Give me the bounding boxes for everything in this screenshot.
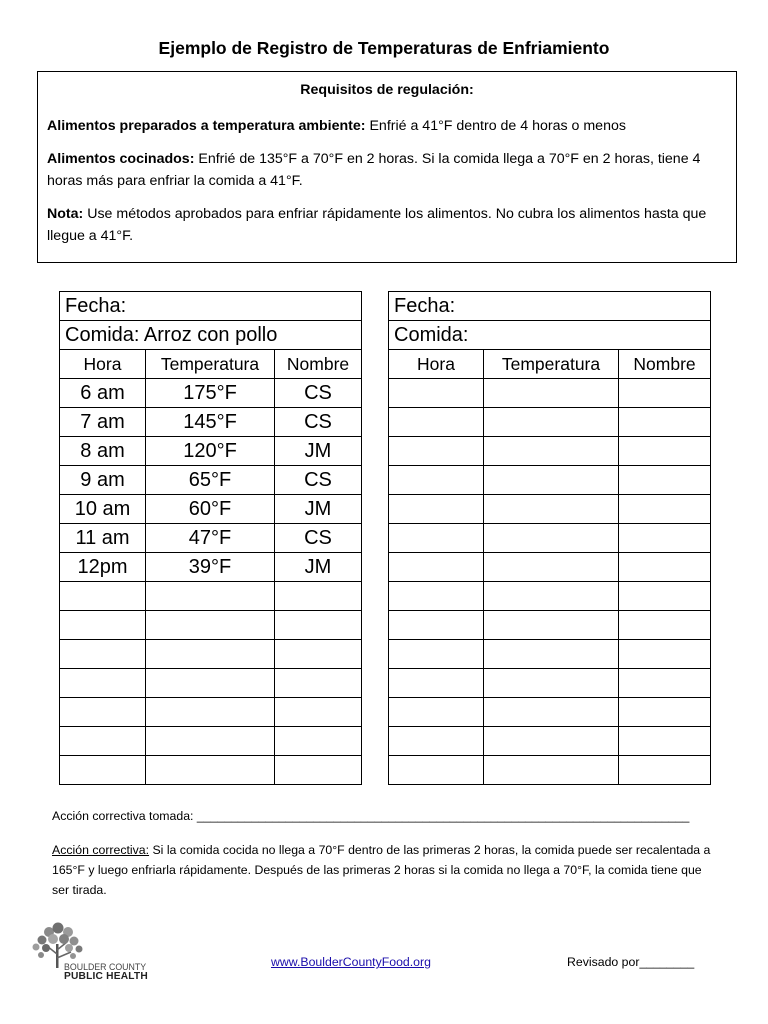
temperatura-cell bbox=[484, 437, 619, 466]
table-row bbox=[60, 582, 362, 611]
nombre-cell bbox=[275, 582, 362, 611]
temperatura-cell bbox=[484, 756, 619, 785]
column-header-temperatura: Temperatura bbox=[484, 350, 619, 379]
corrective-action-text: Si la comida cocida no llega a 70°F dentro de las primeras 2 horas, la comida puede ser recalentada a 165°F y luego enfriarla rápidamente. Después de las primeras 2 horas si la comida no llega a 70°F, la comida tiene que ser tirada. bbox=[52, 843, 711, 897]
nombre-cell bbox=[275, 727, 362, 756]
nombre-cell bbox=[619, 582, 711, 611]
nombre-cell bbox=[619, 727, 711, 756]
hora-cell: 10 am bbox=[60, 495, 146, 524]
hora-cell: 8 am bbox=[60, 437, 146, 466]
nombre-cell bbox=[275, 698, 362, 727]
table-row bbox=[60, 698, 362, 727]
nombre-cell bbox=[619, 756, 711, 785]
hora-cell bbox=[389, 524, 484, 553]
temperatura-cell: 65°F bbox=[146, 466, 275, 495]
hora-cell bbox=[60, 727, 146, 756]
nombre-cell: JM bbox=[275, 553, 362, 582]
nombre-cell: JM bbox=[275, 437, 362, 466]
temperatura-cell bbox=[484, 379, 619, 408]
table-row bbox=[60, 379, 362, 408]
column-header-temperatura: Temperatura bbox=[146, 350, 275, 379]
nombre-cell bbox=[619, 640, 711, 669]
hora-cell bbox=[389, 495, 484, 524]
nombre-cell bbox=[619, 379, 711, 408]
table-row bbox=[389, 727, 711, 756]
temperatura-cell bbox=[146, 756, 275, 785]
table-row bbox=[389, 379, 711, 408]
hora-cell bbox=[389, 379, 484, 408]
nombre-cell bbox=[619, 524, 711, 553]
temperatura-cell bbox=[146, 698, 275, 727]
hora-cell: 11 am bbox=[60, 524, 146, 553]
temperatura-cell: 145°F bbox=[146, 408, 275, 437]
hora-cell bbox=[389, 408, 484, 437]
hora-cell bbox=[389, 756, 484, 785]
nombre-cell bbox=[275, 669, 362, 698]
temperatura-cell bbox=[484, 553, 619, 582]
requirement-cooked-label: Alimentos cocinados: bbox=[47, 151, 195, 167]
nombre-cell bbox=[619, 466, 711, 495]
nombre-cell bbox=[619, 437, 711, 466]
temperatura-cell bbox=[484, 582, 619, 611]
temperatura-cell bbox=[484, 495, 619, 524]
corrective-action-note bbox=[52, 840, 722, 900]
requirement-note-text: Use métodos aprobados para enfriar rápidamente los alimentos. No cubra los alimentos hasta que llegue a 41°F. bbox=[47, 206, 707, 244]
hora-cell bbox=[389, 582, 484, 611]
hora-cell bbox=[389, 466, 484, 495]
nombre-cell: CS bbox=[275, 379, 362, 408]
requirement-room-temp-text: Enfrié a 41°F dentro de 4 horas o menos bbox=[365, 118, 626, 134]
temperatura-cell bbox=[484, 698, 619, 727]
table-row bbox=[389, 466, 711, 495]
hora-cell: 9 am bbox=[60, 466, 146, 495]
temperature-log-right bbox=[388, 291, 711, 785]
logo-line1: BOULDER COUNTY bbox=[64, 962, 147, 972]
website-link[interactable]: www.BoulderCountyFood.org bbox=[271, 955, 431, 969]
log-right-body bbox=[389, 292, 711, 785]
fecha-row bbox=[389, 292, 711, 321]
table-row bbox=[60, 408, 362, 437]
nombre-cell bbox=[275, 640, 362, 669]
nombre-cell bbox=[275, 611, 362, 640]
hora-cell bbox=[389, 437, 484, 466]
nombre-cell: JM bbox=[275, 495, 362, 524]
boulder-county-logo bbox=[27, 922, 162, 992]
temperatura-cell bbox=[146, 582, 275, 611]
table-row bbox=[389, 669, 711, 698]
nombre-cell: CS bbox=[275, 524, 362, 553]
nombre-cell bbox=[275, 756, 362, 785]
temperatura-cell bbox=[146, 611, 275, 640]
requirement-note bbox=[47, 203, 727, 247]
table-row bbox=[60, 669, 362, 698]
table-row bbox=[389, 640, 711, 669]
column-header-nombre: Nombre bbox=[275, 350, 362, 379]
log-left-body bbox=[60, 292, 362, 785]
nombre-cell bbox=[619, 698, 711, 727]
temperatura-cell bbox=[146, 640, 275, 669]
hora-cell bbox=[389, 669, 484, 698]
table-row bbox=[389, 611, 711, 640]
temperatura-cell bbox=[146, 727, 275, 756]
nombre-cell bbox=[619, 408, 711, 437]
temperatura-cell bbox=[484, 408, 619, 437]
revised-by: Revisado por________ bbox=[567, 955, 695, 969]
table-row bbox=[389, 698, 711, 727]
column-header-row bbox=[389, 350, 711, 379]
temperatura-cell: 39°F bbox=[146, 553, 275, 582]
table-row bbox=[60, 524, 362, 553]
hora-cell bbox=[60, 669, 146, 698]
hora-cell bbox=[60, 611, 146, 640]
temperatura-cell bbox=[484, 524, 619, 553]
nombre-cell bbox=[619, 553, 711, 582]
corrective-action-label: Acción correctiva: bbox=[52, 843, 150, 857]
requirement-cooked-text: Enfrié de 135°F a 70°F en 2 horas. Si la comida llega a 70°F en 2 horas, tiene 4 horas más para enfriar la comida a 41°F. bbox=[47, 151, 701, 189]
table-row bbox=[389, 524, 711, 553]
temperatura-cell: 47°F bbox=[146, 524, 275, 553]
temperatura-cell: 60°F bbox=[146, 495, 275, 524]
table-row bbox=[389, 495, 711, 524]
temperatura-cell bbox=[484, 669, 619, 698]
comida-label: Comida: bbox=[389, 321, 711, 350]
column-header-nombre: Nombre bbox=[619, 350, 711, 379]
table-row bbox=[60, 611, 362, 640]
table-row bbox=[389, 756, 711, 785]
table-row bbox=[60, 640, 362, 669]
hora-cell bbox=[389, 698, 484, 727]
hora-cell bbox=[60, 698, 146, 727]
requirement-room-temp-label: Alimentos preparados a temperatura ambiente: bbox=[47, 118, 366, 134]
temperatura-cell: 175°F bbox=[146, 379, 275, 408]
requirement-room-temp bbox=[47, 115, 727, 137]
column-header-hora: Hora bbox=[389, 350, 484, 379]
column-header-hora: Hora bbox=[60, 350, 146, 379]
hora-cell: 12pm bbox=[60, 553, 146, 582]
temperatura-cell: 120°F bbox=[146, 437, 275, 466]
hora-cell: 6 am bbox=[60, 379, 146, 408]
logo-text bbox=[64, 962, 148, 982]
nombre-cell: CS bbox=[275, 408, 362, 437]
temperatura-cell bbox=[146, 669, 275, 698]
nombre-cell bbox=[619, 669, 711, 698]
hora-cell bbox=[389, 553, 484, 582]
page-title: Ejemplo de Registro de Temperaturas de Enfriamiento bbox=[158, 38, 610, 58]
nombre-cell bbox=[619, 611, 711, 640]
fecha-label: Fecha: bbox=[389, 292, 711, 321]
requirements-box bbox=[37, 71, 737, 263]
fecha-label: Fecha: bbox=[60, 292, 362, 321]
comida-label: Comida: Arroz con pollo bbox=[60, 321, 362, 350]
table-row bbox=[60, 495, 362, 524]
fecha-row bbox=[60, 292, 362, 321]
hora-cell bbox=[60, 756, 146, 785]
hora-cell bbox=[389, 611, 484, 640]
table-row bbox=[389, 408, 711, 437]
table-row bbox=[389, 437, 711, 466]
hora-cell: 7 am bbox=[60, 408, 146, 437]
temperatura-cell bbox=[484, 611, 619, 640]
table-row bbox=[389, 582, 711, 611]
temperatura-cell bbox=[484, 466, 619, 495]
corrective-action-taken: Acción correctiva tomada: ________________________________________________________________________ bbox=[52, 809, 690, 823]
table-row bbox=[60, 727, 362, 756]
table-row bbox=[60, 553, 362, 582]
table-row bbox=[60, 756, 362, 785]
hora-cell bbox=[60, 640, 146, 669]
requirements-heading: Requisitos de regulación: bbox=[300, 82, 474, 98]
hora-cell bbox=[389, 727, 484, 756]
comida-row bbox=[389, 321, 711, 350]
temperatura-cell bbox=[484, 727, 619, 756]
hora-cell bbox=[389, 640, 484, 669]
table-row bbox=[60, 466, 362, 495]
column-header-row bbox=[60, 350, 362, 379]
temperatura-cell bbox=[484, 640, 619, 669]
logo-line2: PUBLIC HEALTH bbox=[64, 971, 148, 982]
hora-cell bbox=[60, 582, 146, 611]
nombre-cell: CS bbox=[275, 466, 362, 495]
requirement-cooked bbox=[47, 148, 727, 192]
nombre-cell bbox=[619, 495, 711, 524]
requirement-note-label: Nota: bbox=[47, 206, 84, 222]
temperature-log-left bbox=[59, 291, 362, 785]
comida-row bbox=[60, 321, 362, 350]
table-row bbox=[389, 553, 711, 582]
table-row bbox=[60, 437, 362, 466]
